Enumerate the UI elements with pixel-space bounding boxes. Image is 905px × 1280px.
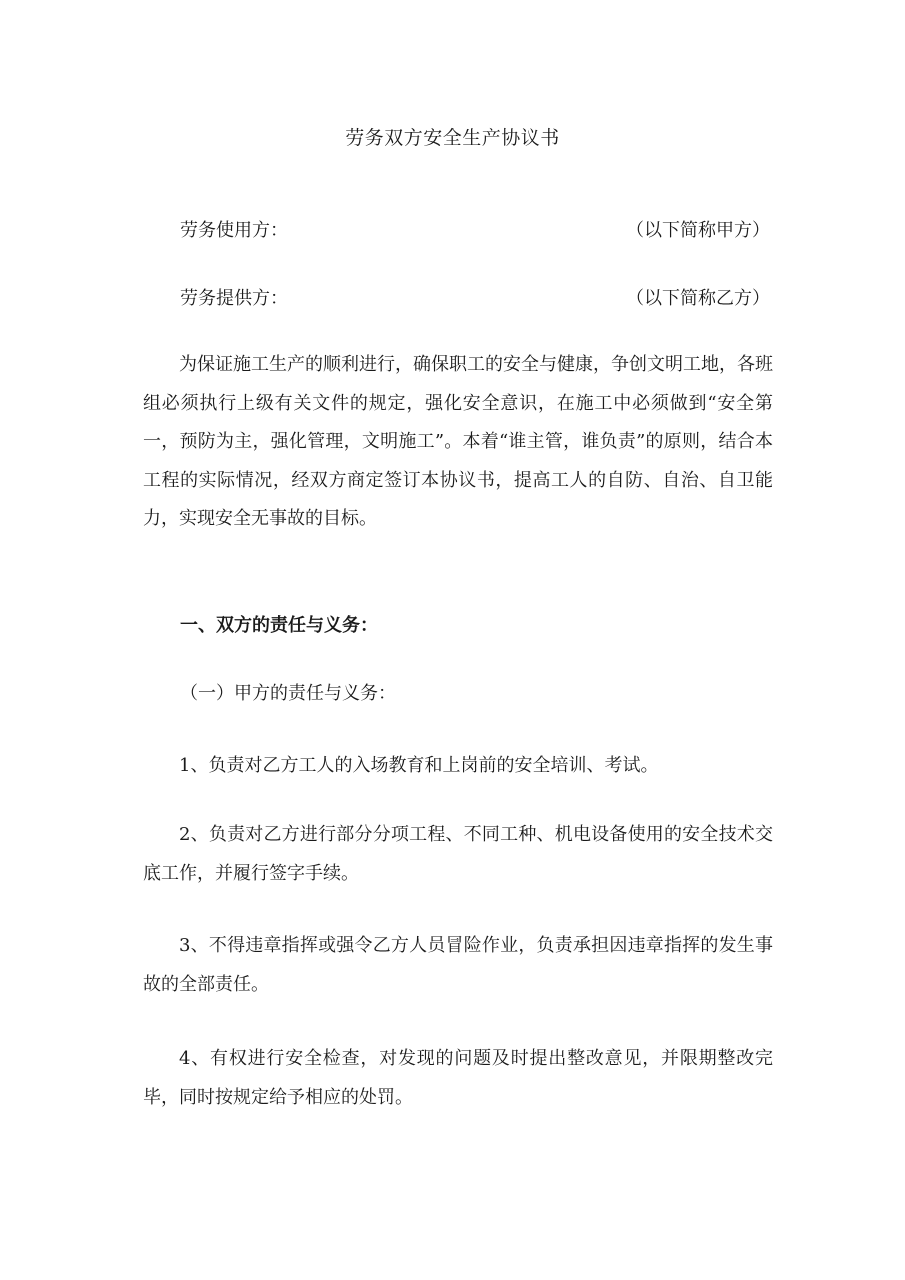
clause-2: 2、负责对乙方进行部分分项工程、不同工种、机电设备使用的安全技术交底工作，并履行签字手续。	[143, 824, 773, 884]
clause-3: 3、不得违章指挥或强令乙方人员冒险作业，负责承担因违章指挥的发生事故的全部责任。	[143, 935, 773, 995]
party-a-note: （以下简称甲方）	[626, 220, 770, 241]
document-title: 劳务双方安全生产协议书	[345, 127, 560, 149]
party-b-label: 劳务提供方：	[180, 288, 288, 309]
intro-paragraph: 为保证施工生产的顺利进行，确保职工的安全与健康，争创文明工地，各班组必须执行上级有关文件的规定，强化安全意识，在施工中必须做到“安全第一，预防为主，强化管理，文明施工”。本着“谁主管，谁负责”的原则，结合本工程的实际情况，经双方商定签订本协议书，提高工人的自防、自治、自卫能力，实现安全无事故的目标。	[143, 354, 773, 530]
party-b-note: （以下简称乙方）	[626, 288, 770, 309]
clause-1: 1、负责对乙方工人的入场教育和上岗前的安全培训、考试。	[179, 755, 659, 776]
clause-4: 4、有权进行安全检查，对发现的问题及时提出整改意见，并限期整改完毕，同时按规定给予相应的处罚。	[143, 1048, 773, 1108]
section-heading: 一、双方的责任与义务：	[180, 615, 378, 636]
subsection-heading: （一）甲方的责任与义务：	[180, 683, 396, 704]
party-a-label: 劳务使用方：	[180, 220, 288, 241]
